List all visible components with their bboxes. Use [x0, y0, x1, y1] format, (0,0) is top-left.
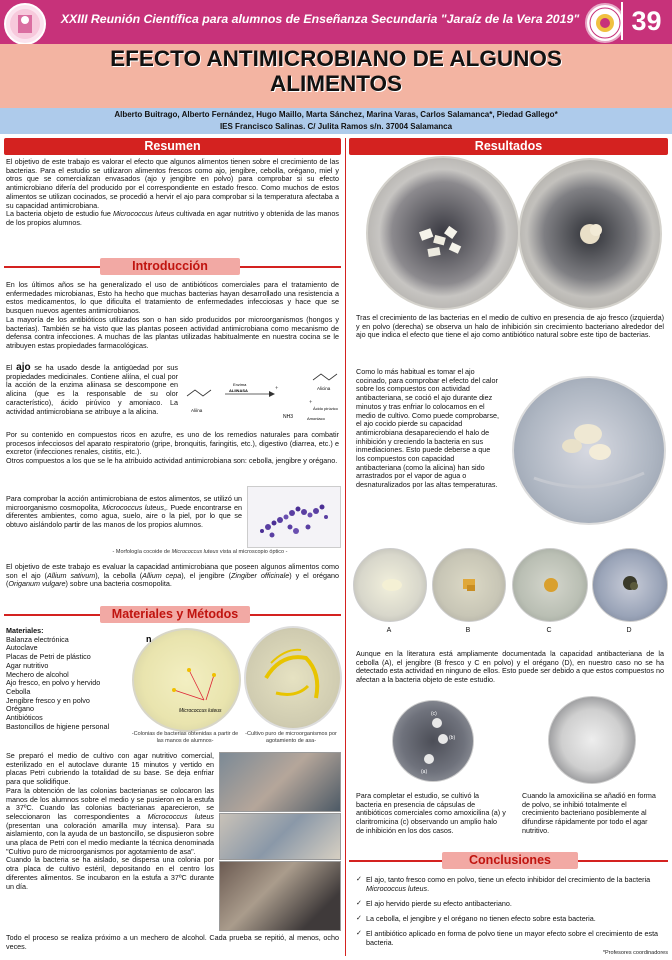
material-item: Orégano	[6, 704, 34, 714]
antibiotic-capsule-plate	[392, 700, 474, 782]
nh3-label: NH3	[283, 414, 294, 420]
event-seal-icon	[587, 5, 623, 41]
results-p4a: Para completar el estudio, se cultivó la bacteria en presencia de cápsulas de antibióticos comerciales como amoxicilina (a) y claritromicina (c) observando un amplio halo de inhibición en los dos casos.	[356, 791, 506, 835]
resumen-p2: La bacteria objeto de estudio fue Micrococcus luteus cultivada en agar nutritivo y obtenida de las manos de los propios alumnos.	[6, 209, 339, 227]
allicin-label: Alicina	[317, 386, 331, 391]
results-p3: Aunque en la literatura está ampliamente documentada la capacidad antibacteriana de la cebolla (A), el jengibre (B fresco y C en polvo) y el orégano (D), en nuestro caso no se ha detectado esta actividad en ninguno de ellos. Esto puede ser debido a que estos compuestos no afectan a la bacteria objeto de este estudio.	[356, 649, 664, 685]
plate-label-b: B	[465, 627, 471, 634]
intro-ajo-text: El ajo se ha usado desde la antigüedad por sus propiedades medicinales. Contiene aliína, el cual por la acción de la enzima aliinasa se descompone en alicina (que es la responsable de su olor característico), ácido pirúvico y amoniaco. La actividad antimicrobiana se atribuye a la alicina.	[6, 362, 179, 416]
material-item: Cebolla	[6, 686, 31, 696]
intro-text-mid	[6, 431, 339, 466]
poster-title	[20, 46, 652, 96]
alliin-reaction-svg	[181, 366, 341, 426]
conclusion-item: ✓ El ajo hervido pierde su efecto antibacteriano.	[356, 899, 664, 908]
column-divider	[345, 138, 346, 956]
methods-p4: Todo el proceso se realiza próximo a un mechero de alcohol. Cada prueba se repitió, al menos, ocho veces.	[6, 933, 339, 951]
material-item: Placas de Petri de plástico	[6, 652, 91, 662]
pure-culture-caption: -Cultivo puro de microorganismos por agotamiento de asa-	[245, 731, 337, 744]
methods-p1: Se preparó el medio de cultivo con agar nutritivo comercial, esterilizado en el autoclave durante 15 minutos y vertido en placas Petri cubriendo la totalidad de su base. Se deja enfriar para que solidifique.	[6, 751, 214, 787]
materiales-heading: Materiales y Métodos	[100, 606, 250, 623]
fresh-ginger-plate	[432, 548, 506, 622]
plate-label-a: A	[386, 627, 392, 634]
powder-garlic-svg	[520, 160, 660, 308]
resumen-text	[6, 158, 339, 228]
intro-p6: Para comprobar la acción antimicrobiana de estos alimentos, se utilizó un microorganismo cosmopolita, Micrococcus luteus,. Puede encontrarse en diferentes ambientes, como agua, suelo, aire o la piel, por lo que se obtuvo aislándolo partir de las manos de los propios alumnos.	[6, 494, 242, 530]
fresh-ginger-svg	[433, 549, 505, 621]
results-p2: Como lo más habitual es tomar el ajo cocinado, para comprobar el efecto del calor sobre los compuestos con actividad antibacteriana, se coció el ajo durante diez minutos y tras enfriar lo colocamos en el medio de cultivo. Como puede comprobarse, el ajo cocido pierde su capacidad antimicrobiana desapareciendo el halo de inhibición y creciendo la bacteria en sus inmediaciones. Esto puede deberse a que los compuestos con capacidad antibacteriana (como la alicina) han sido arrastrados por el vapor de agua o desnaturalizados por las altas temperaturas.	[356, 367, 500, 490]
material-item: Agar nutritivo	[6, 660, 49, 670]
capsule-mark-b: (b)	[449, 735, 456, 741]
hand-colonies-caption: -Colonias de bacterias obtenidas a partir de las manos de alumnos-	[131, 731, 239, 744]
pure-culture-plate	[244, 626, 342, 730]
alliin-label: Aliína	[191, 408, 203, 413]
materials-list	[6, 627, 131, 731]
lab-photo-1	[219, 752, 341, 812]
intro-text-top	[6, 281, 339, 351]
material-item: Bastoncillos de higiene personal	[6, 721, 110, 731]
alliinase-label: ALIINASA	[229, 388, 248, 393]
svg-text:+: +	[275, 386, 279, 392]
coordinators-footnote: *Profesores coordinadores	[602, 950, 668, 956]
powder-garlic-plate	[518, 158, 662, 310]
methods-text	[6, 752, 214, 891]
intro-p5: Otros compuestos a los que se le ha atribuido actividad antimicrobiana son: cebolla, jengibre y orégano.	[6, 456, 338, 466]
conclusion-item: ✓ El ajo, tanto fresco como en polvo, tiene un efecto inhibidor del crecimiento de la bacteria Micrococcus luteus.	[356, 875, 664, 893]
resumen-p1: El objetivo de este trabajo es valorar el efecto que algunos alimentos tienen sobre el crecimiento de las bacterias. Para el estudio se utilizaron alimentos frescos como ajo, jengibre, cebolla, orégano, miel y otros que se comercializan envasados (ajo y jengibre en polvo) para comprobar si su efecto antimicrobiano difería del producido por el correspondiente en estado fresco. Como muchos de estos alimentos se utilizan cocinados, se procedió a hervir el ajo para comprobar si la temperatura afectaba a su capacidad antimicrobiana.	[6, 157, 339, 210]
material-item: Jengibre fresco y en polvo	[6, 695, 90, 705]
school-logo	[4, 3, 46, 45]
conclusions-list	[356, 875, 664, 953]
authors: Alberto Buitrago, Alberto Fernández, Hugo Maillo, Marta Sánchez, Marina Varas, Carlos Salamanca*, Piedad Gallego*	[114, 110, 558, 119]
antibiotic-capsule-svg	[393, 701, 473, 781]
lab-photo-2	[219, 813, 341, 860]
powder-ginger-plate	[512, 548, 588, 622]
micrococcus-micrograph	[247, 486, 341, 548]
methods-p3: Cuando la bacteria se ha aislado, se dispersa una colonia por otra placa de cultivo estéril, depositando en el centro los diferentes alimentos. Se incubaron en la estufa a 37ºC durante un día.	[6, 855, 214, 891]
intro-p2: La mayoría de los antibióticos utilizados son o han sido producidos por microorganismos (hongos y bacterias). También se ha visto que las plantas poseen actividad antimicrobiana como mecanismo de defensa contra infecciones. A muchas de las plantas utilizadas habitualmente en nuestra cocina se le atribuyen estas propiedades farmacológicas.	[6, 314, 339, 350]
material-item: Mechero de alcohol	[6, 669, 69, 679]
material-item: Autoclave	[6, 643, 38, 653]
institution: IES Francisco Salinas. C/ Julita Ramos s/n. 37004 Salamanca	[219, 122, 453, 131]
plate-label-c: C	[546, 627, 552, 634]
plate-species-label: Micrococcus luteus	[179, 708, 222, 714]
title-line-1: EFECTO ANTIMICROBIANO DE ALGUNOS	[110, 46, 562, 71]
oregano-plate-svg	[593, 549, 667, 621]
boiled-garlic-plate	[512, 376, 666, 525]
results-p1: Tras el crecimiento de las bacterias en el medio de cultivo en presencia de ajo fresco (izquierda) y en polvo (derecha) se observa un halo de inhibición sin crecimiento bacteriano alrededor del ajo que indica el efecto que tiene el ajo como antibiótico natural sobre este tipo de bacterias.	[356, 313, 664, 340]
alliin-reaction-diagram	[181, 366, 341, 426]
enzyme-label: Enzima	[233, 382, 247, 387]
resumen-heading: Resumen	[4, 138, 341, 155]
pyruvic-label: Ácido pirúvico	[313, 406, 338, 411]
fresh-garlic-plate	[366, 156, 520, 310]
intro-heading: Introducción	[100, 258, 240, 275]
authors-band	[0, 108, 672, 134]
intro-p4: Por su contenido en compuestos ricos en azufre, es uno de los remedios naturales para combatir procesos infecciosos del aparato respiratorio (gripe, bronquitis, faringitis, etc.), digestivo (diarrea, etc.) e excretor (infecciones renales, cistitis, etc.).	[6, 430, 339, 457]
lab-photo-3	[219, 861, 341, 931]
conclusion-item: ✓ La cebolla, el jengibre y el orégano no tienen efecto sobre esta bacteria.	[356, 914, 664, 923]
conclusion-item: ✓ El antibiótico aplicado en forma de polvo tiene un mayor efecto sobre el crecimiento de esta bacteria.	[356, 929, 664, 947]
material-item: Ajo fresco, en polvo y hervido	[6, 678, 101, 688]
ajo-word: ajo	[16, 362, 31, 373]
hand-colonies-svg	[134, 630, 239, 730]
micrograph-caption: - Morfología cocoide de Micrococcus luteus vista al microscopio óptico -	[112, 549, 288, 555]
intro-p1: En los últimos años se ha generalizado el uso de antibióticos comerciales para el tratamiento de enfermedades microbianas, Esto ha hecho que muchas bacterias hayan desarrollado una resistencia a estos medicamentos, lo que dificulta el tratamiento de enfermedades infecciosas y hace que se busquen nuevos agentes antimicrobianos.	[6, 280, 339, 316]
antibiotic-powder-plate	[548, 696, 636, 784]
capsule-mark-c: (c)	[431, 711, 437, 717]
powder-ginger-svg	[513, 549, 587, 621]
onion-plate	[353, 548, 427, 622]
conference-title: XXIII Reunión Científica para alumnos de Enseñanza Secundaria "Jaraíz de la Vera 2019"	[60, 12, 580, 26]
onion-plate-svg	[354, 549, 426, 621]
boiled-garlic-svg	[514, 378, 664, 523]
poster-number: 39	[621, 2, 670, 40]
school-logo-icon	[6, 5, 44, 43]
material-item: Antibióticos	[6, 713, 43, 723]
results-p4b: Cuando la amoxicilina se añadió en forma de polvo, se inhibió totalmente el crecimiento bacteriano posiblemente al difundirse rápidamente por todo el agar nutritivo.	[522, 791, 656, 835]
event-seal	[585, 3, 625, 43]
plate-letter: n	[146, 634, 152, 644]
methods-p2: Para la obtención de las colonias bacterianas se colocaron las manos de los alumnos sobre el medio y se pusieron en la estufa a 37ºC. Cuando las colonias bacterianas aparecieron, se seleccionaron las correspondientes a Micrococcus luteus (presentan una coloración amarilla muy intensa). Para su aislamiento, con la ayuda de un bastoncillo, se dispusieron sobre una placa de Petri con el medio mediante la técnica denominada "Cultivo puro de microorganismos por agotamiento de asa".	[6, 785, 214, 856]
material-item: Balanza electrónica	[6, 634, 69, 644]
ammonia-label: Amoniaco	[307, 416, 325, 421]
pure-culture-svg	[246, 628, 340, 728]
title-line-2: ALIMENTOS	[269, 71, 403, 96]
intro-p7: El objetivo de este trabajo es evaluar la capacidad antimicrobiana que poseen algunos alimentos como son el ajo (Allium sativum), la cebolla (Allium cepa), el jengibre (Zingiber officinale) y el orégano (Origanum vulgare) sobre una bacteria cosmopolita.	[6, 562, 339, 589]
oregano-plate	[592, 548, 668, 622]
capsule-mark-a: (a)	[421, 769, 428, 775]
svg-text:+: +	[309, 400, 313, 406]
materials-heading: Materiales:	[6, 626, 44, 635]
plate-label-d: D	[626, 627, 632, 634]
micrograph-svg	[248, 487, 340, 547]
resultados-heading: Resultados	[349, 138, 668, 155]
fresh-garlic-svg	[368, 158, 518, 308]
conclusiones-heading: Conclusiones	[442, 852, 578, 869]
hand-colonies-plate	[132, 628, 241, 732]
